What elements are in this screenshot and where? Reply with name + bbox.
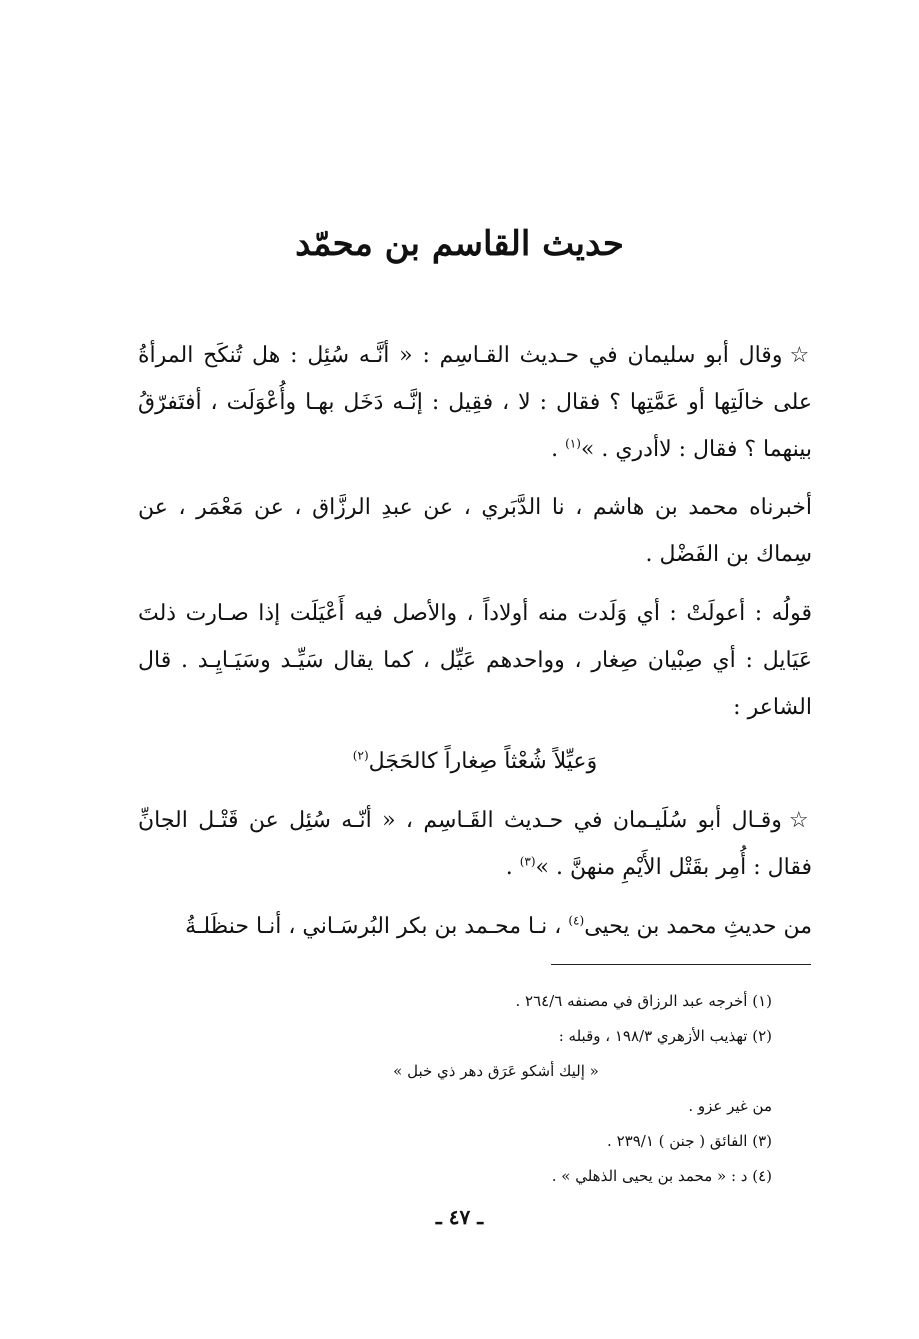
chapter-title: حديث القاسم بن محمّد bbox=[295, 224, 624, 264]
footnote-4: (٤) د : « محمد بن يحيى الذهلي » . bbox=[551, 1167, 772, 1185]
verse-text: وَعيِّلاً شُعْثاً صِغاراً كالحَجَل bbox=[368, 749, 598, 774]
footnote-ref-3: (٣) bbox=[519, 854, 536, 869]
footnote-divider bbox=[551, 964, 811, 965]
paragraph-hadith-1 bbox=[138, 332, 812, 473]
paragraph-end: . bbox=[551, 437, 566, 462]
paragraph-text: وقال أبو سليمان في حـديث القـاسِم : « أنَّـه سُئِل : هل تُنكَح المرأةُ على خالَتِها أو عَمَّتِها ؟ فقال : لا ، فقِيل : إنَّـه دَخَل بهـا وأُعْوَلَت ، أفتَفرّقُ بينهما ؟ فقال : لاأدري . » bbox=[138, 343, 812, 462]
footnote-2-continued: من غير عزو . bbox=[688, 1097, 772, 1115]
paragraph-end: . bbox=[505, 855, 520, 880]
star-marker-icon: ☆ bbox=[789, 343, 812, 368]
footnote-ref-2: (٢) bbox=[352, 748, 369, 763]
paragraph-text-after: ، نـا محـمد بن بكر البُرسَـاني ، أنـا حنظَلـةُ bbox=[185, 914, 569, 939]
footnote-2: (٢) تهذيب الأزهري ١٩٨/٣ ، وقبله : bbox=[558, 1027, 772, 1045]
footnotes bbox=[150, 984, 772, 1194]
paragraph-hadith-2 bbox=[138, 797, 812, 891]
footnote-ref-1: (١) bbox=[565, 436, 581, 451]
footnote-3: (٣) الفائق ( جنن ) ٢٣٩/١ . bbox=[607, 1132, 772, 1150]
footnote-2-verse: « إليك أشكو عَرَق دهر ذي خبل » bbox=[393, 1062, 599, 1080]
footnote-1: (١) أخرجه عبد الرزاق في مصنفه ٢٦٤/٦ . bbox=[515, 992, 772, 1010]
paragraph-text: أخبرناه محمد بن هاشم ، نا الدَّبَري ، عن عبدِ الرزَّاق ، عن مَعْمَر ، عن سِماك بن الفَضْل . bbox=[138, 495, 812, 567]
footnote-ref-4: (٤) bbox=[568, 913, 585, 928]
star-marker-icon: ☆ bbox=[788, 808, 812, 833]
paragraph-explanation bbox=[138, 590, 812, 731]
paragraph-text: وقـال أبو سُلَيـمان في حـديث القَـاسِم ، « أنّـه سُئِل عن قَتْـل الجانِّ فقال : أُمِر بقَتْل الأَيْمِ منهنَّ . » bbox=[138, 808, 812, 880]
paragraph-text: قولُه : أعولَتْ : أي وَلَدت منه أولاداً ، والأصل فيه أَعْيَلَت إذا صـارت ذلتَ عَيَايل : أي صِبْيان صِغار ، وواحدهم عَيِّل ، كما يقال سَيِّـد وسَيَـايِـد . قال الشاعر : bbox=[138, 601, 812, 720]
page-number: ـ ٤٧ ـ bbox=[435, 1205, 484, 1229]
paragraph-text-before: من حديثِ محمد بن يحيى bbox=[584, 914, 812, 939]
paragraph-isnad-1 bbox=[138, 484, 812, 578]
paragraph-isnad-2 bbox=[138, 903, 812, 950]
poetry-verse bbox=[138, 738, 812, 785]
